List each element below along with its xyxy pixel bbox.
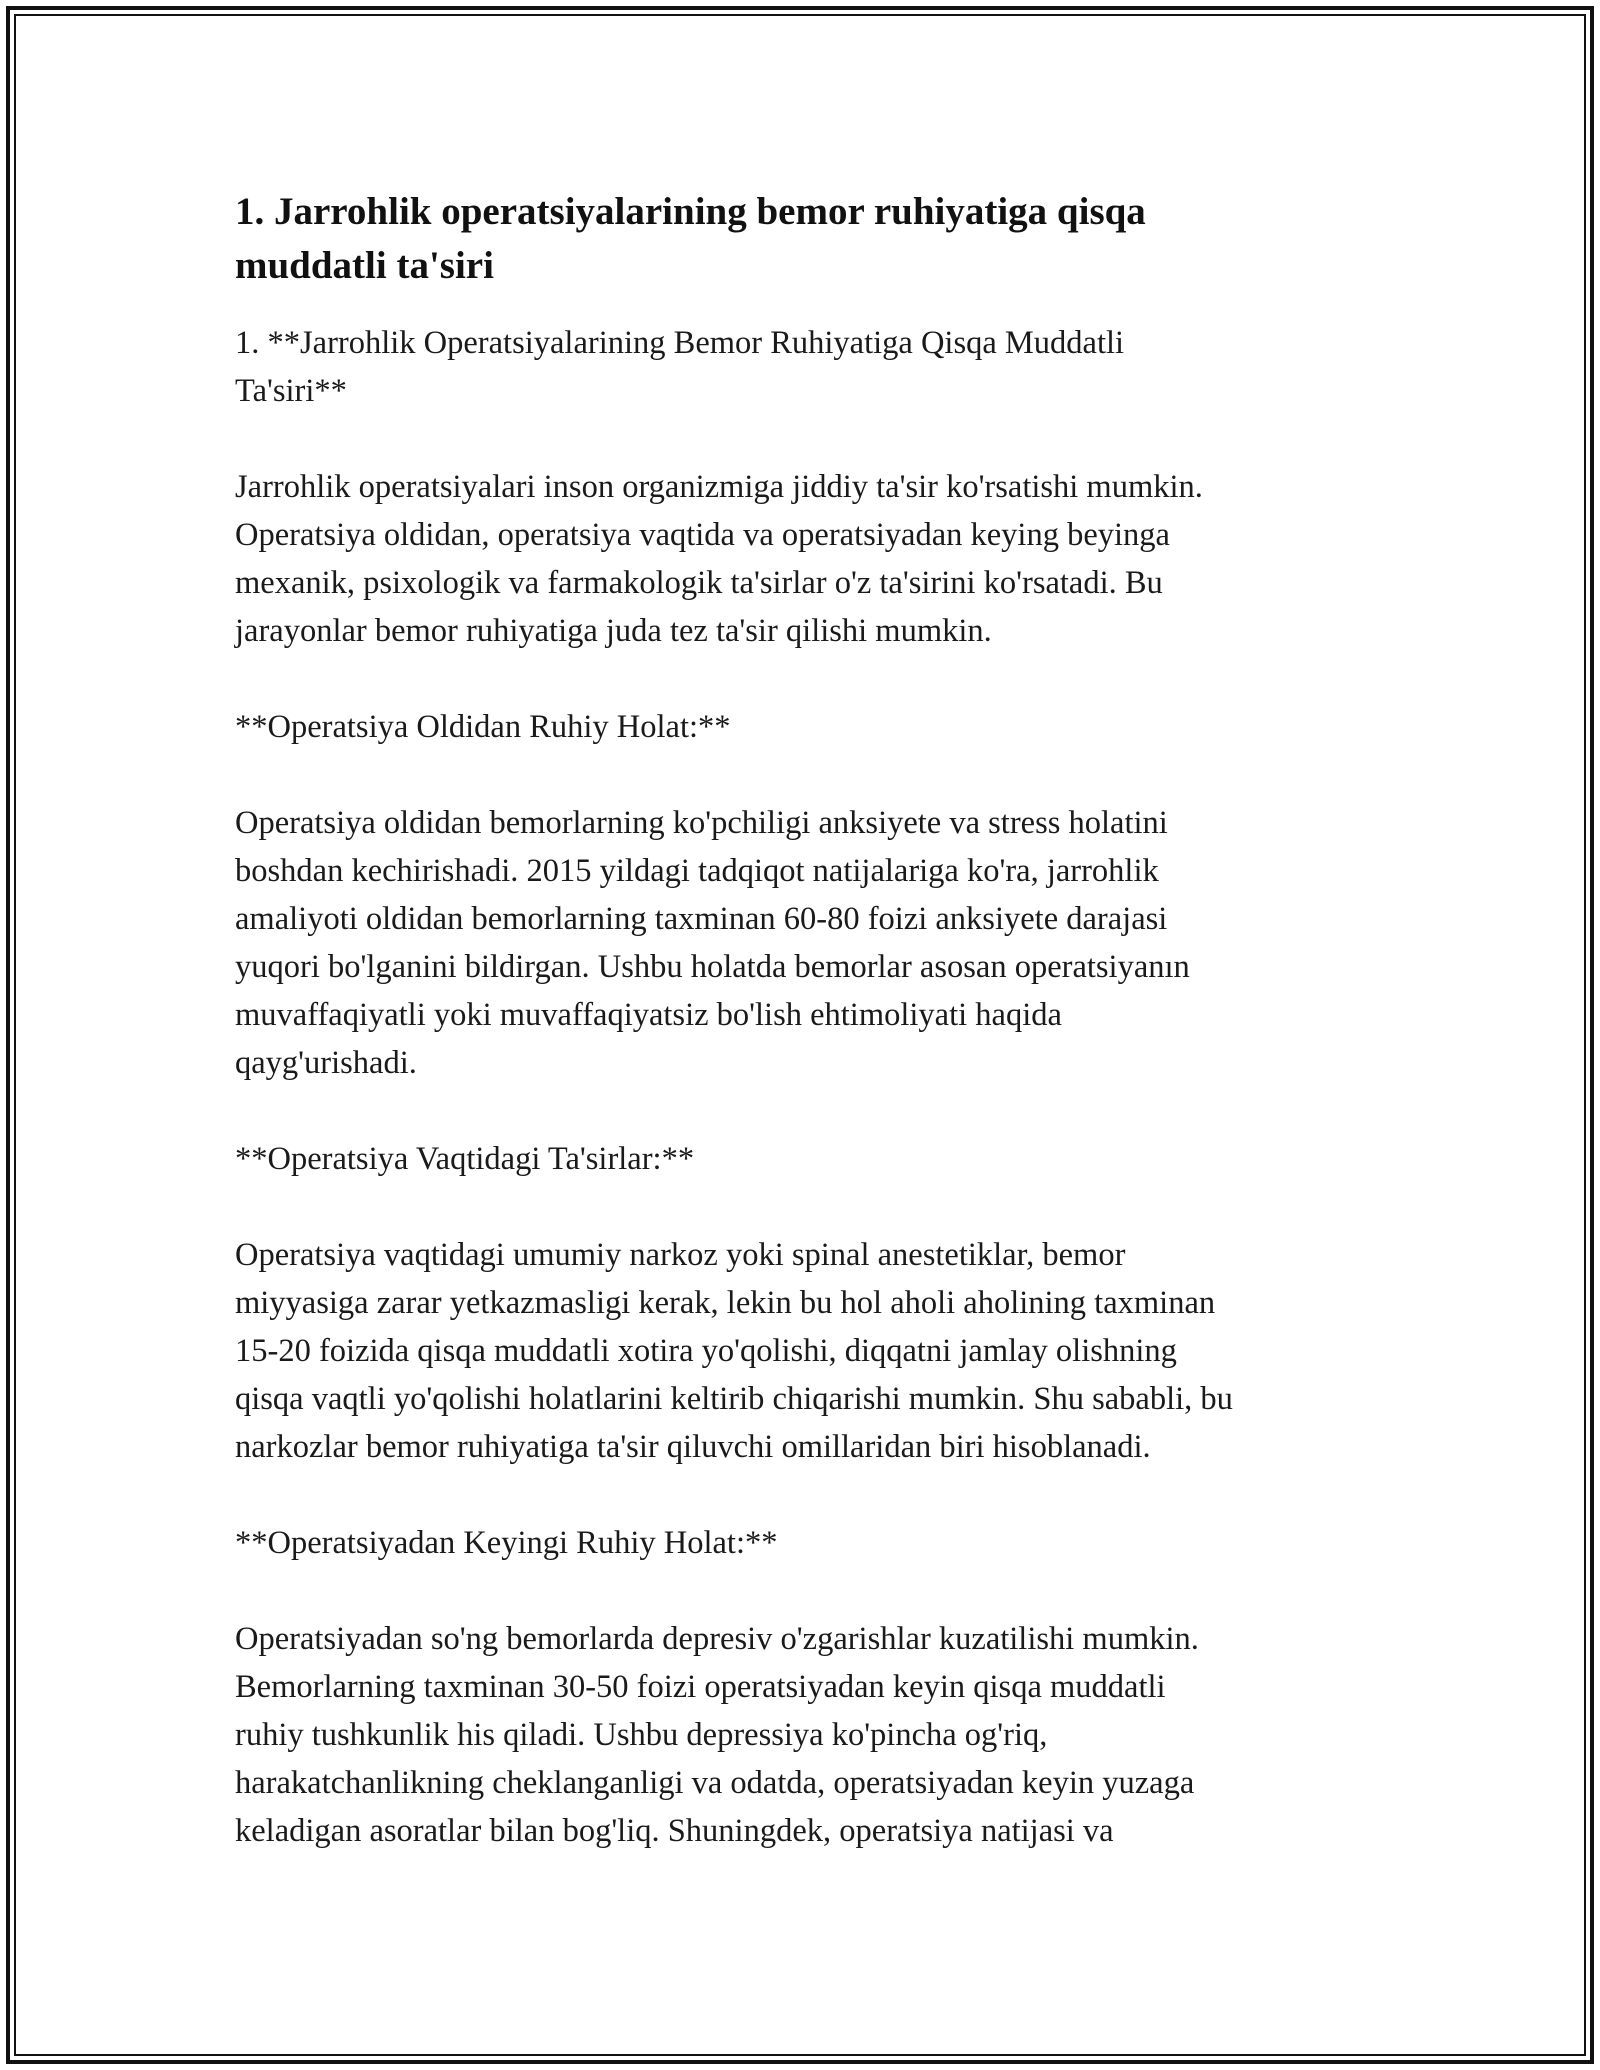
section-heading-intra-op: **Operatsiya Vaqtidagi Ta'sirlar:** <box>235 1141 695 1177</box>
section-title-main <box>235 319 1385 415</box>
heading-line: 1. Jarrohlik operatsiyalarining bemor ruhiyatiga qisqa <box>235 190 1146 233</box>
text-line: narkozlar bemor ruhiyatiga ta'sir qiluvchi omillaridan biri hisoblanadi. <box>235 1429 1151 1465</box>
text-line: Operatsiya oldidan, operatsiya vaqtida va operatsiyadan keying beyinga <box>235 517 1170 553</box>
text-line: qisqa vaqtli yo'qolishi holatlarini keltirib chiqarishi mumkin. Shu sababli, bu <box>235 1381 1233 1417</box>
text-line: keladigan asoratlar bilan bog'liq. Shuningdek, operatsiya natijasi va <box>235 1813 1114 1849</box>
text-line: Jarrohlik operatsiyalari inson organizmiga jiddiy ta'sir ko'rsatishi mumkin. <box>235 469 1203 505</box>
text-line: Ta'siri** <box>235 373 347 409</box>
text-line: jarayonlar bemor ruhiyatiga juda tez ta'sir qilishi mumkin. <box>235 613 992 649</box>
paragraph-pre-op <box>235 799 1385 1087</box>
paragraph-intra-op <box>235 1231 1385 1471</box>
text-line: yuqori bo'lganini bildirgan. Ushbu holatda bemorlar asosan operatsiyanın <box>235 949 1190 985</box>
text-line: Operatsiya vaqtidagi umumiy narkoz yoki spinal anestetiklar, bemor <box>235 1237 1126 1273</box>
text-line: Bemorlarning taxminan 30-50 foizi operatsiyadan keyin qisqa muddatli <box>235 1669 1166 1705</box>
document-heading <box>235 185 1385 293</box>
intro-paragraph <box>235 463 1385 655</box>
text-line: ruhiy tushkunlik his qiladi. Ushbu depressiya ko'pincha og'riq, <box>235 1717 1048 1753</box>
text-line: 15-20 foizida qisqa muddatli xotira yo'qolishi, diqqatni jamlay olishning <box>235 1333 1177 1369</box>
text-line: qayg'urishadi. <box>235 1045 417 1081</box>
text-line: muvaffaqiyatli yoki muvaffaqiyatsiz bo'lish ehtimoliyati haqida <box>235 997 1062 1033</box>
text-line: Operatsiyadan so'ng bemorlarda depresiv o'zgarishlar kuzatilishi mumkin. <box>235 1621 1199 1657</box>
text-line: amaliyoti oldidan bemorlarning taxminan 60-80 foizi anksiyete darajasi <box>235 901 1168 937</box>
heading-line: muddatli ta'siri <box>235 244 494 287</box>
paragraph-post-op <box>235 1615 1385 1855</box>
text-line: Operatsiya oldidan bemorlarning ko'pchiligi anksiyete va stress holatini <box>235 805 1168 841</box>
section-heading-post-op: **Operatsiyadan Keyingi Ruhiy Holat:** <box>235 1525 778 1561</box>
text-line: 1. **Jarrohlik Operatsiyalarining Bemor Ruhiyatiga Qisqa Muddatli <box>235 325 1125 361</box>
text-line: boshdan kechirishadi. 2015 yildagi tadqiqot natijalariga ko'ra, jarrohlik <box>235 853 1159 889</box>
section-heading-pre-op: **Operatsiya Oldidan Ruhiy Holat:** <box>235 709 731 745</box>
text-line: harakatchanlikning cheklanganligi va odatda, operatsiyadan keyin yuzaga <box>235 1765 1195 1801</box>
document-content <box>235 185 1385 1855</box>
text-line: miyyasiga zarar yetkazmasligi kerak, lekin bu hol aholi aholining taxminan <box>235 1285 1216 1321</box>
text-line: mexanik, psixologik va farmakologik ta'sirlar o'z ta'sirini ko'rsatadi. Bu <box>235 565 1163 601</box>
